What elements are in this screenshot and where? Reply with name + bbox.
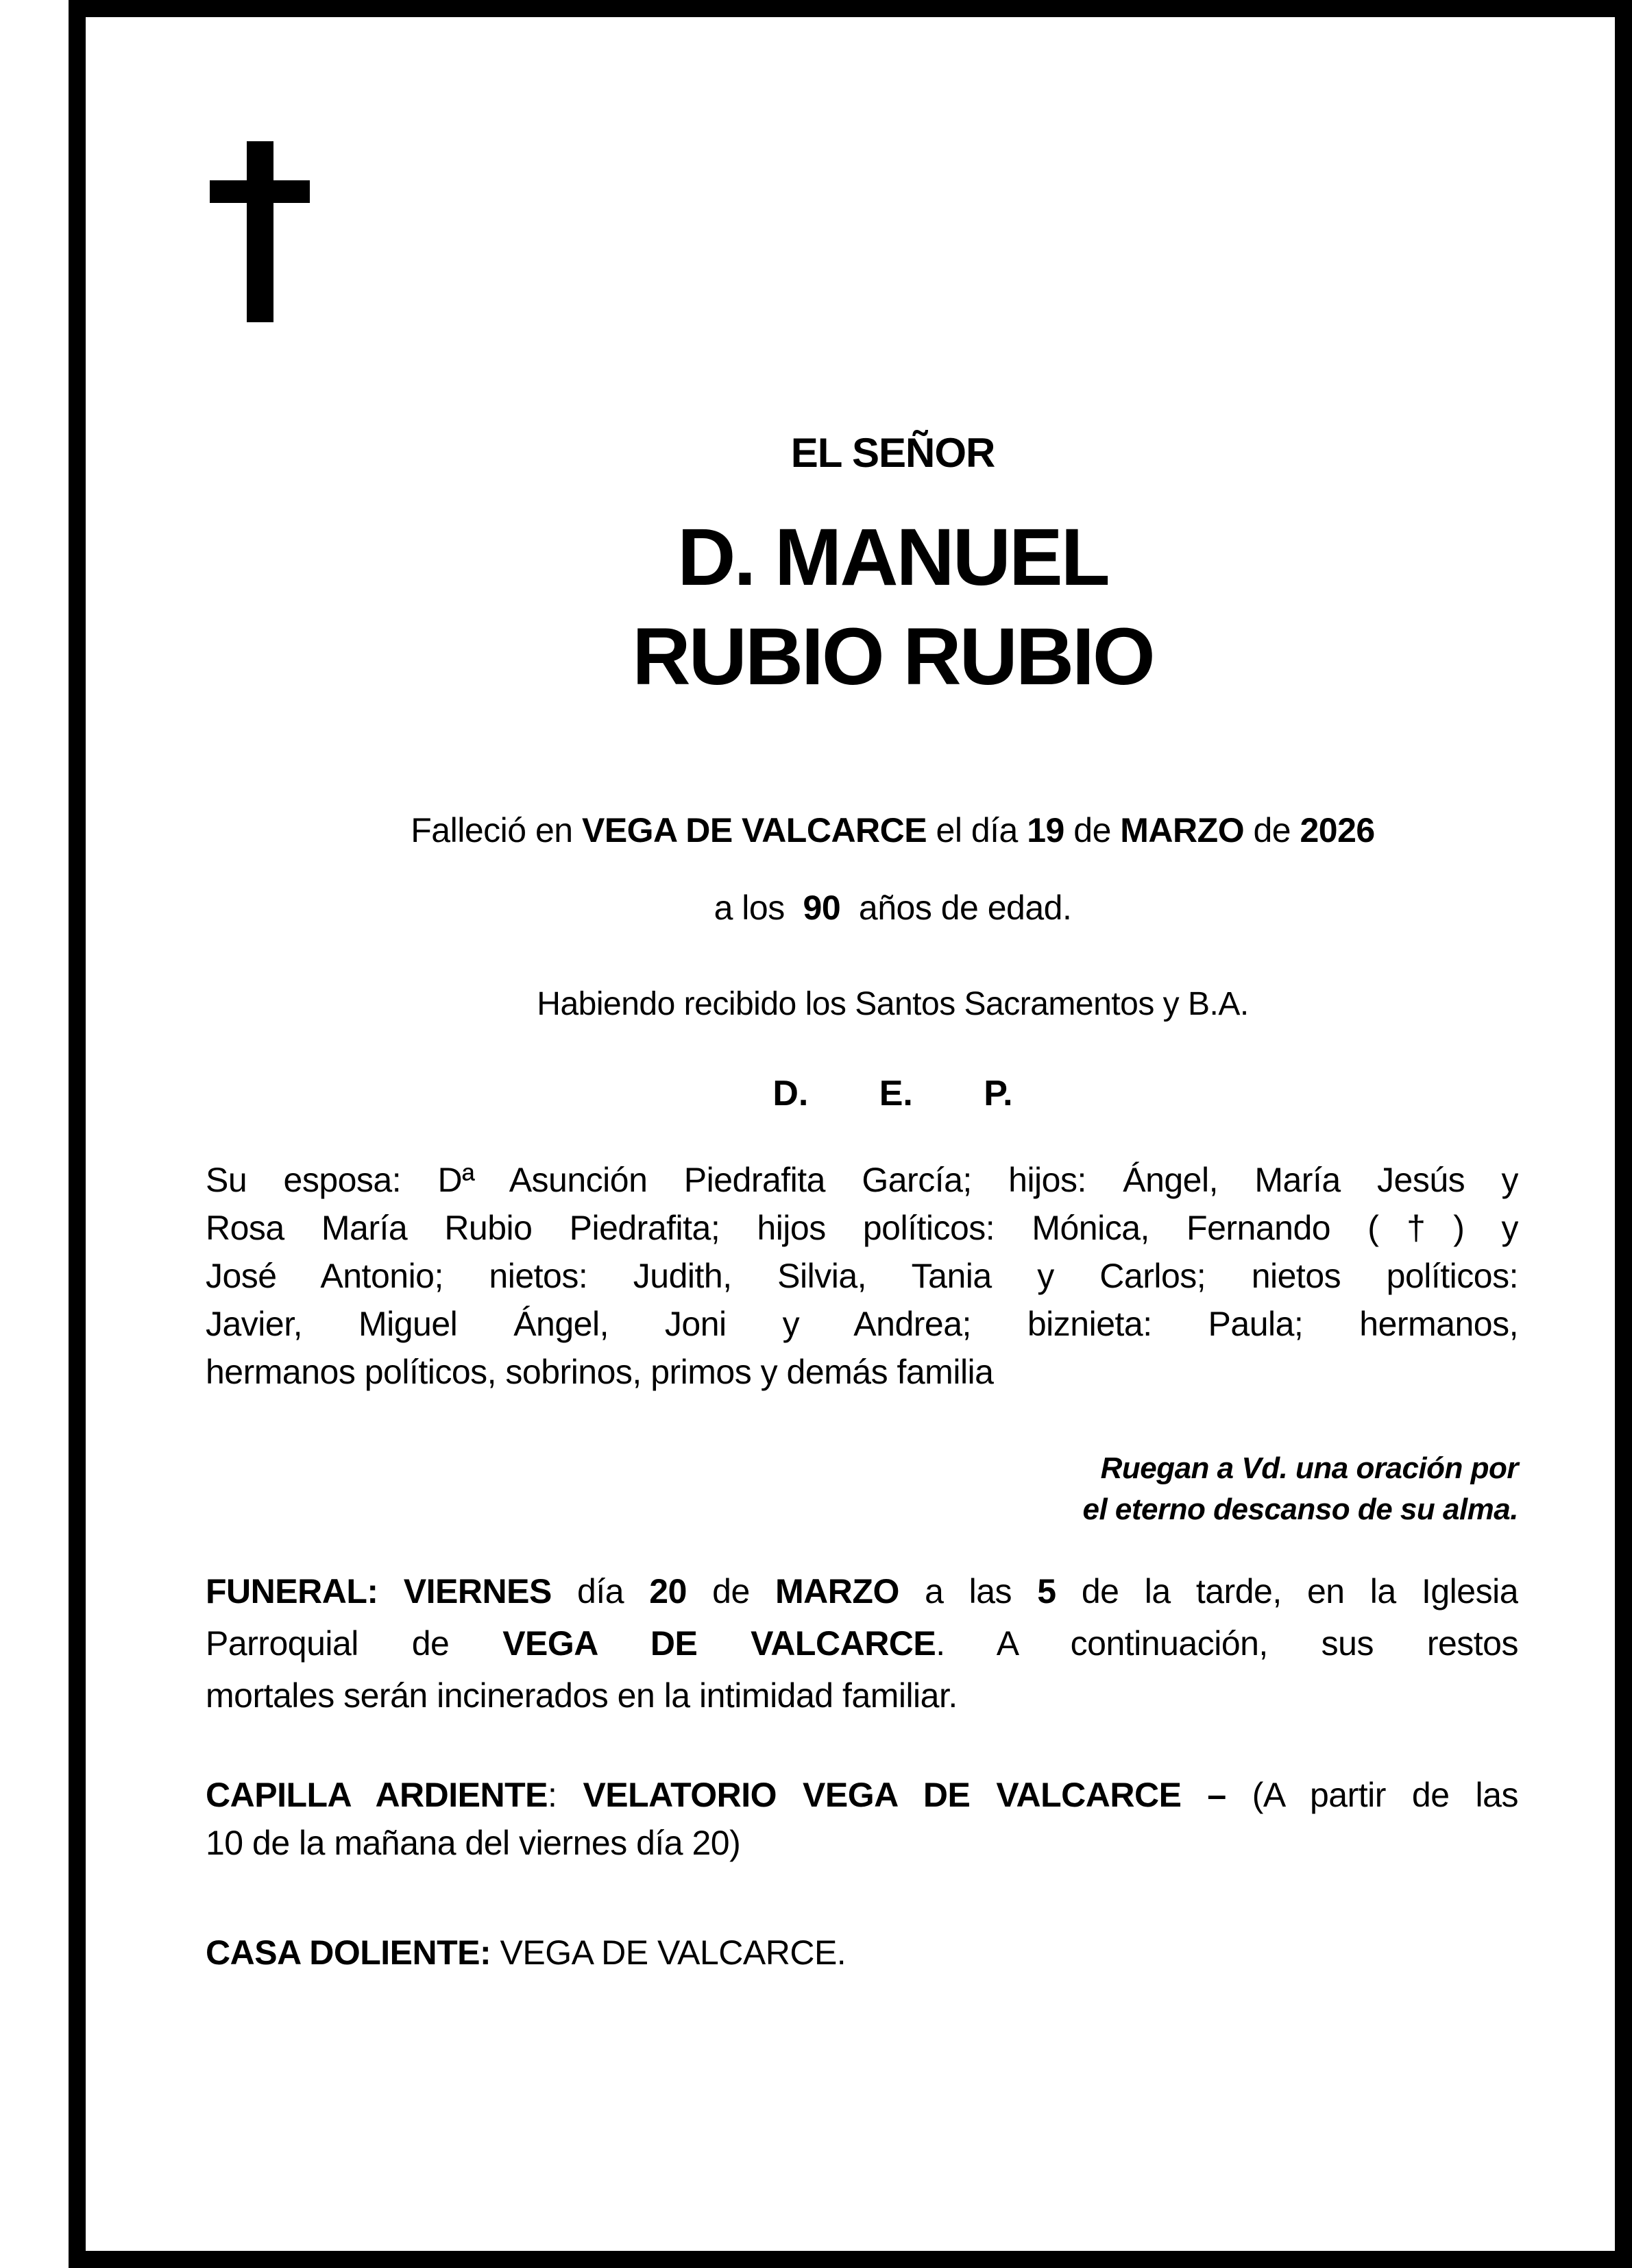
text-segment: 19 (1027, 811, 1064, 849)
cross-icon (210, 141, 310, 322)
capilla-ardiente-paragraph (206, 1771, 1518, 1867)
text-segment: Falleció en (411, 811, 582, 849)
cross-vertical-bar (247, 141, 273, 322)
text-segment: . A continuación, sus restos (936, 1624, 1518, 1663)
text-segment: VEGA DE VALCARCE (581, 811, 927, 849)
text-segment: de (1244, 811, 1300, 849)
funeral-line (206, 1617, 1518, 1669)
text-segment: 20 (649, 1572, 687, 1610)
prayer-line-1: Ruegan a Vd. una oración por (1100, 1451, 1518, 1485)
text-segment: (A partir de las (1226, 1776, 1518, 1814)
text-segment: 2026 (1300, 811, 1375, 849)
text-segment: a los (714, 889, 803, 927)
age-line (233, 888, 1552, 928)
family-line: Rosa María Rubio Piedrafita; hijos políticos: Mónica, Fernando (†) y (206, 1209, 1518, 1247)
text-segment: VEGA DE VALCARCE (502, 1624, 936, 1663)
text-segment: VELATORIO VEGA DE VALCARCE – (583, 1776, 1226, 1814)
text-segment: VEGA DE VALCARCE. (491, 1933, 847, 1972)
casa-doliente-line (206, 1929, 1518, 1977)
text-segment: mortales serán incinerados en la intimidad familiar. (206, 1676, 958, 1715)
text-segment: de la tarde, en la Iglesia (1056, 1572, 1518, 1610)
funeral-line (206, 1565, 1518, 1617)
text-segment: : (548, 1776, 583, 1814)
text-segment: MARZO (775, 1572, 899, 1610)
text-segment: el día (927, 811, 1027, 849)
family-line: hermanos políticos, sobrinos, primos y demás familia (206, 1353, 994, 1391)
honorific-title: EL SEÑOR (790, 430, 995, 476)
capilla-line (206, 1819, 1518, 1867)
sacraments-line: Habiendo recibido los Santos Sacramentos y B.A. (537, 986, 1249, 1022)
text-segment: VIERNES (403, 1572, 552, 1610)
dep-abbreviation: D. E. P. (772, 1074, 1013, 1113)
death-place-date-line (233, 810, 1552, 851)
funeral-line (206, 1669, 1518, 1722)
text-segment: a las (899, 1572, 1038, 1610)
family-line: José Antonio; nietos: Judith, Silvia, Tania y Carlos; nietos políticos: (206, 1257, 1518, 1295)
text-segment: Parroquial de (206, 1624, 503, 1663)
text-segment: de (1064, 811, 1121, 849)
text-segment: día (551, 1572, 650, 1610)
text-segment: CASA DOLIENTE: (206, 1933, 491, 1972)
capilla-line (206, 1771, 1518, 1819)
text-segment: de (686, 1572, 776, 1610)
funeral-paragraph (206, 1565, 1518, 1722)
text-segment: CAPILLA ARDIENTE (206, 1776, 548, 1814)
text-segment: 5 (1037, 1572, 1056, 1610)
text-segment: 10 de la mañana del viernes día 20) (206, 1824, 741, 1862)
family-line: Javier, Miguel Ángel, Joni y Andrea; biznieta: Paula; hermanos, (206, 1305, 1518, 1343)
text-segment: MARZO (1120, 811, 1245, 849)
family-line: Su esposa: Dª Asunción Piedrafita García; hijos: Ángel, María Jesús y (206, 1161, 1518, 1199)
mourning-border-frame (69, 0, 1632, 2268)
text-segment: 90 (803, 889, 841, 927)
deceased-name-line-2: RUBIO RUBIO (632, 612, 1154, 702)
text-segment: FUNERAL: (206, 1572, 378, 1610)
prayer-block (206, 1448, 1518, 1530)
text-segment: años de edad. (840, 889, 1072, 927)
family-paragraph (206, 1156, 1518, 1396)
text-segment (378, 1572, 404, 1610)
cross-horizontal-bar (210, 180, 310, 203)
prayer-line-2: el eterno descanso de su alma. (1082, 1493, 1518, 1526)
deceased-name-line-1: D. MANUEL (677, 512, 1108, 603)
